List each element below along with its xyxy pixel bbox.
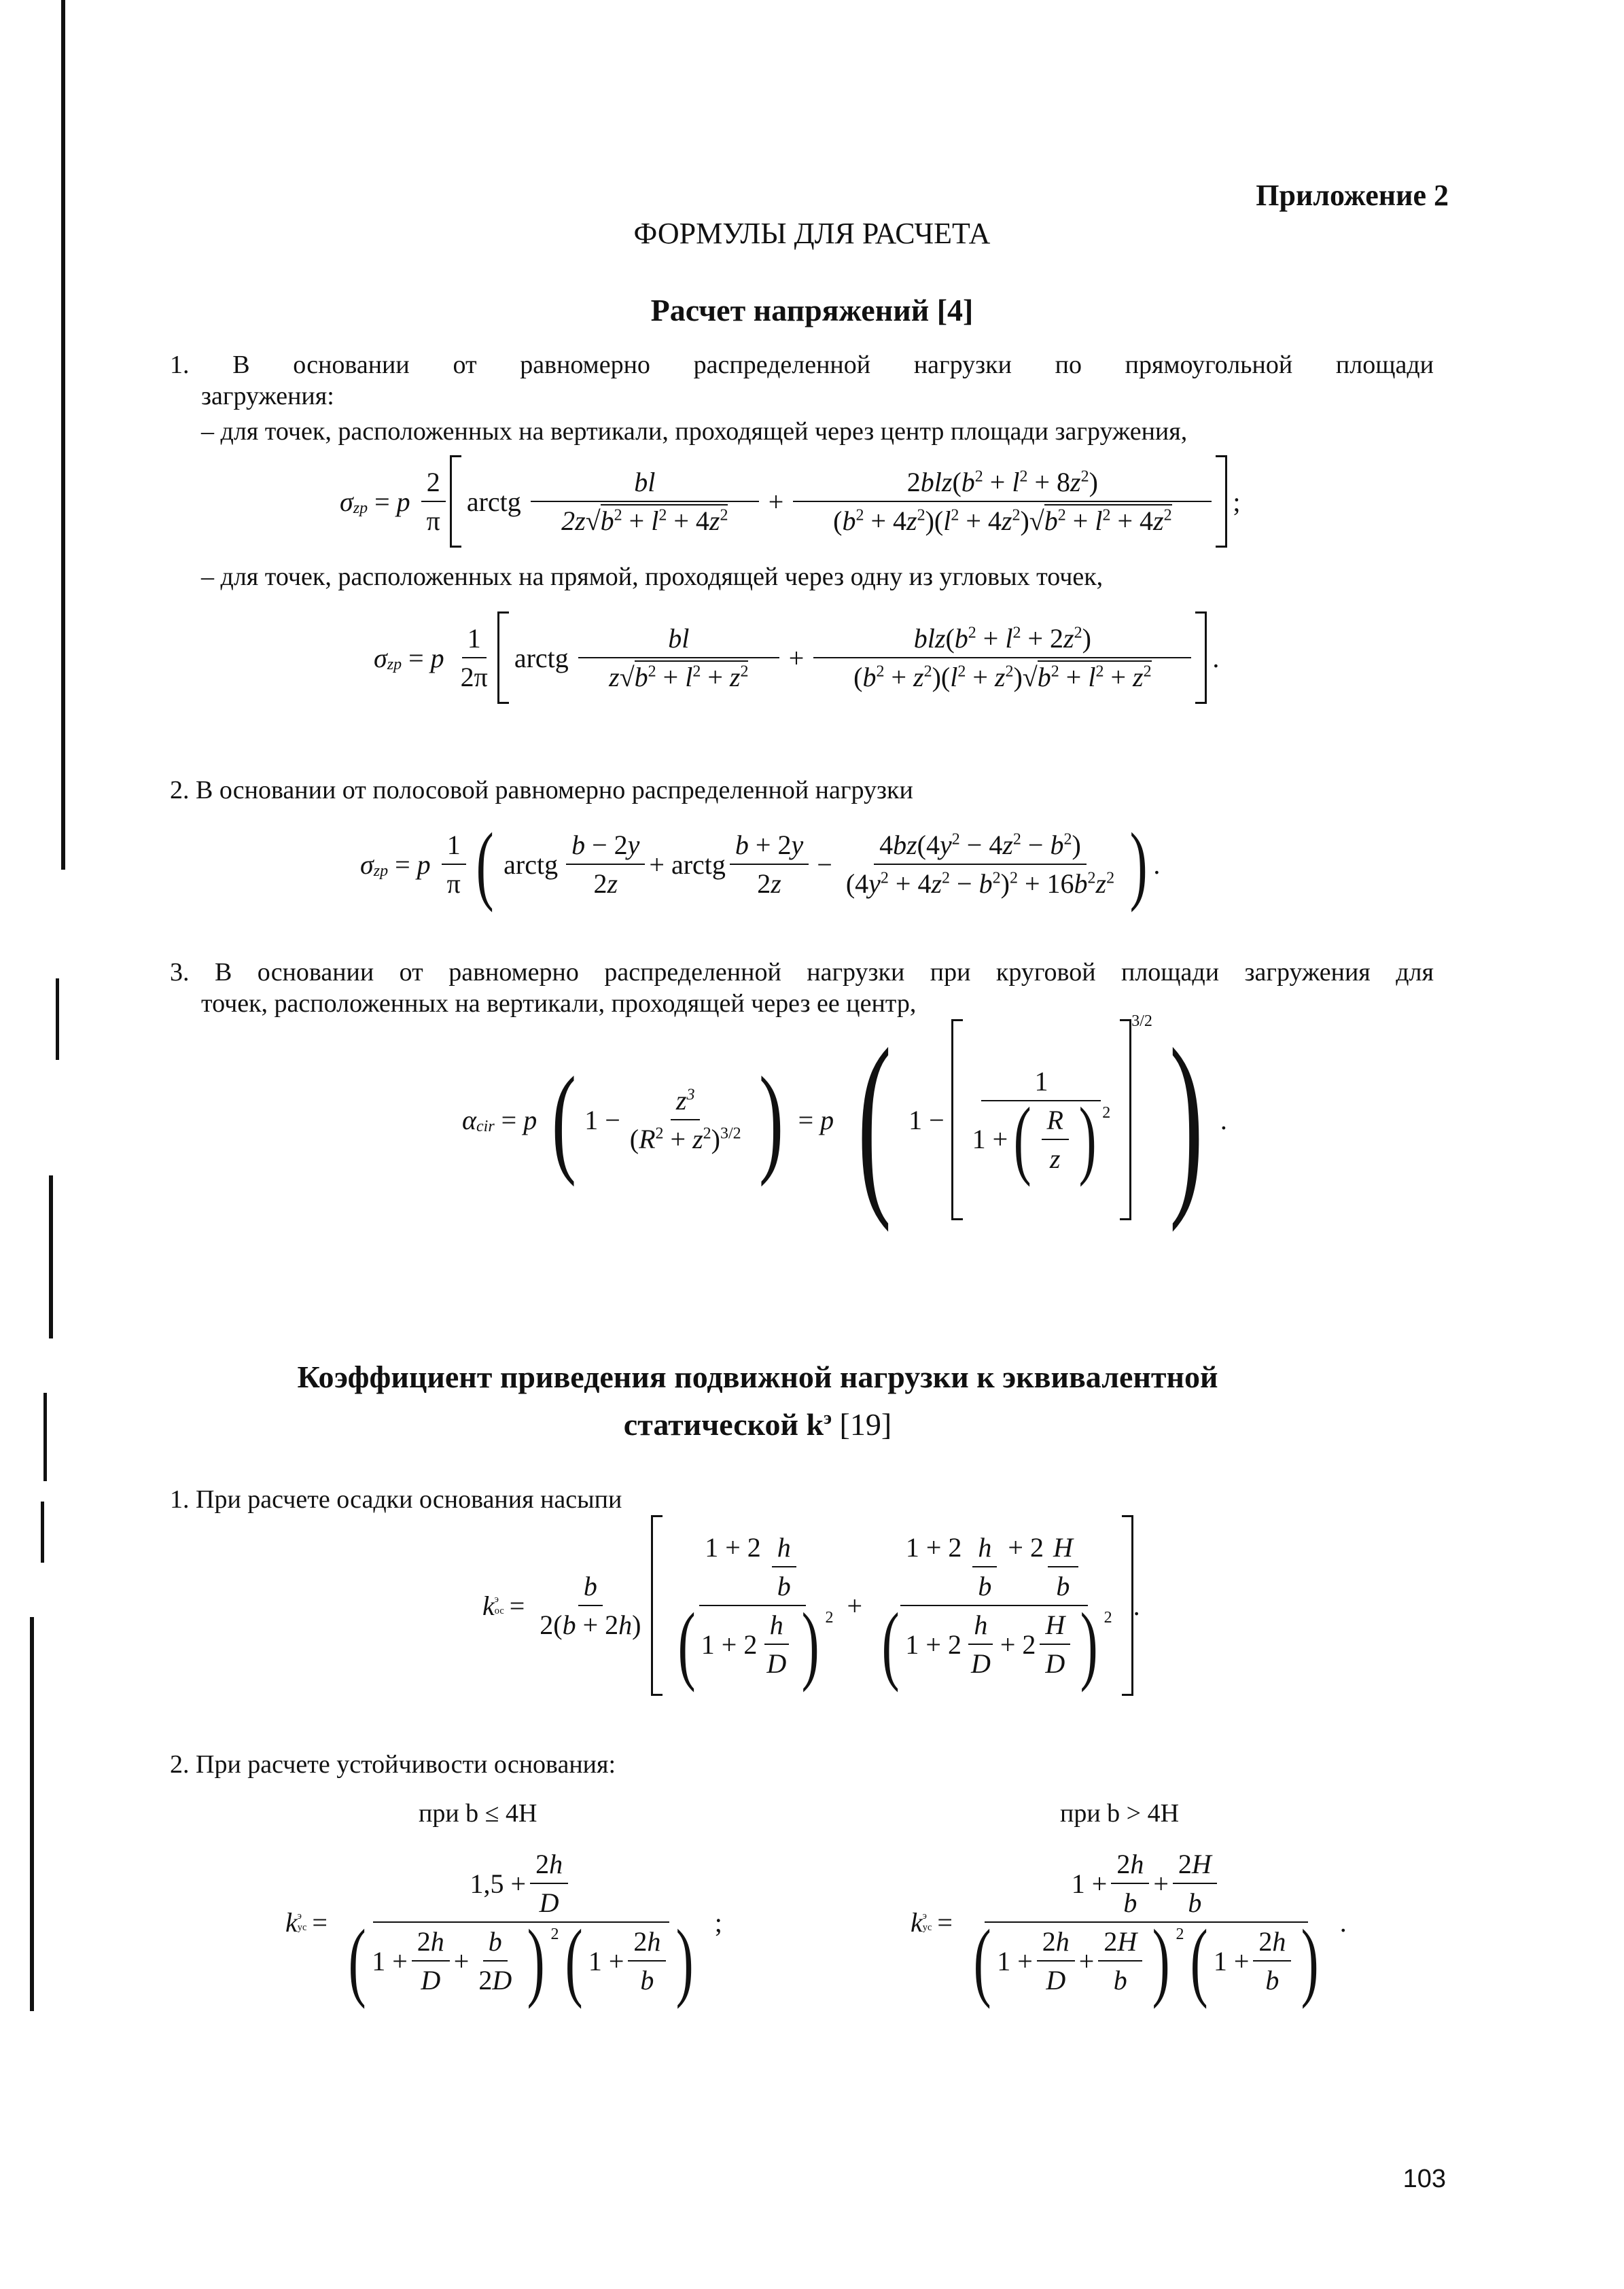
formula-k-yc-left: k э ус = 1,5 + $\frac{2h}{D}$ ( 1 + $\frac{2h}{D}$ + $\frac{b}{2D}$ ) $^2$ ( 1 + $\frac{2h}{b}$ ) ; [285,1849,722,2010]
page-title: ФОРМУЛЫ ДЛЯ РАСЧЕТА [633,217,991,250]
section-heading-stress: Расчет напряжений [4] [650,293,974,327]
item2-text: 2. В основании от полосовой равномерно распределенной нагрузки [170,776,913,804]
item3-text-cont: точек, расположенных на вертикали, проходящей через ее центр, [201,989,917,1018]
formula-rect-center: σ $_{zp}$ = p $\frac{2}{\pi}$ arctg $\frac{bl}{2z√b^2 + l^2 + 4z^2}$ + $\frac{2blz(b^2 + l^2 + 8z^2)}{(b^2 + 4z^2)(l^2 + 4z^2)√b^2 + l^2 + 4z^2}$ ; [340,455,1240,548]
condition-left: при b ≤ 4H [419,1799,537,1828]
formula-strip-load: σ $_{zp}$ = p $\frac{1}{\pi}$ ( arctg $\frac{b - 2y}{2z}$ + arctg $\frac{b + 2y}{2z}$ − $\frac{4bz(4y^2 - 4z^2 - b^2)}{(4y^2 + 4z^2 - b^2)^2 + 16b^2z^2}$ ) . [360,815,1161,913]
item-stability: 2. При расчете устойчивости основания: [170,1750,616,1779]
heading-sup: э [824,1406,832,1428]
formula-rect-corner: σ $_{zp}$ = p $\frac{1}{2\pi}$ arctg $\frac{bl}{z√b^2 + l^2 + z^2}$ + $\frac{blz(b^2 + l^2 + 2z^2)}{(b^2 + z^2)(l^2 + z^2)√b^2 + l^2 + z^2}$ . [374,611,1219,704]
formula-circular-load: α $_{cir}$ = p ( 1 − $\frac{z^3}{(R^2 + z^2)^{3/2}}$ ) = p ( 1 − 1 1 + ( $\frac{R}{z}$ ) $^2$ $^{3/2}$ ) . [462,1007,1227,1232]
binding-mark [30,1617,34,2011]
binding-mark [49,1175,53,1338]
binding-mark [41,1502,44,1563]
page-number: 103 [1402,2165,1446,2193]
formula-k-yc-right: k э ус = 1 + $\frac{2h}{b}$ + $\frac{2H}{b}$ ( 1 + $\frac{2h}{D}$ + $\frac{2H}{b}$ ) $^2$ ( 1 + $\frac{2h}{b}$ ) . [911,1849,1347,2010]
item1-text: 1. В основании от равномерно распределенной нагрузки по прямоугольной площади [170,351,1434,379]
item1-sub1: – для точек, расположенных на вертикали, проходящей через центр площади загружения, [201,417,1188,446]
item-settlement: 1. При расчете осадки основания насыпи [170,1485,622,1514]
formula-k-oc: k э ос = $\frac{b}{2(b + 2h)}$ 1 + 2 $\frac{h}{b}$ ( 1 + 2 $\frac{h}{D}$ ) $^2$ + 1 + 2 $\frac{h}{b}$ + 2 $\frac{H}{b}$ ( 1 + 2 $\frac{h}{D}$ + 2 $\frac{H}{D}$ ) $^2$ . [482,1515,1140,1696]
item3-text: 3. В основании от равномерно распределенной нагрузки при круговой площади загружения для [170,958,1434,987]
binding-mark [61,0,65,870]
item1-sub2: – для точек, расположенных на прямой, проходящей через одну из угловых точек, [201,563,1104,591]
section-heading-coefficient-cont [0,1406,1624,1442]
binding-mark [56,978,59,1060]
heading-ref: [19] [832,1407,892,1442]
section-heading-coefficient: Коэффициент приведения подвижной нагрузки к эквивалентной [297,1360,1218,1394]
heading-text: статической k [623,1407,824,1442]
item1-text-cont: загружения: [201,382,334,410]
condition-right: при b > 4H [1060,1799,1180,1828]
appendix-label: Приложение 2 [1256,179,1449,212]
